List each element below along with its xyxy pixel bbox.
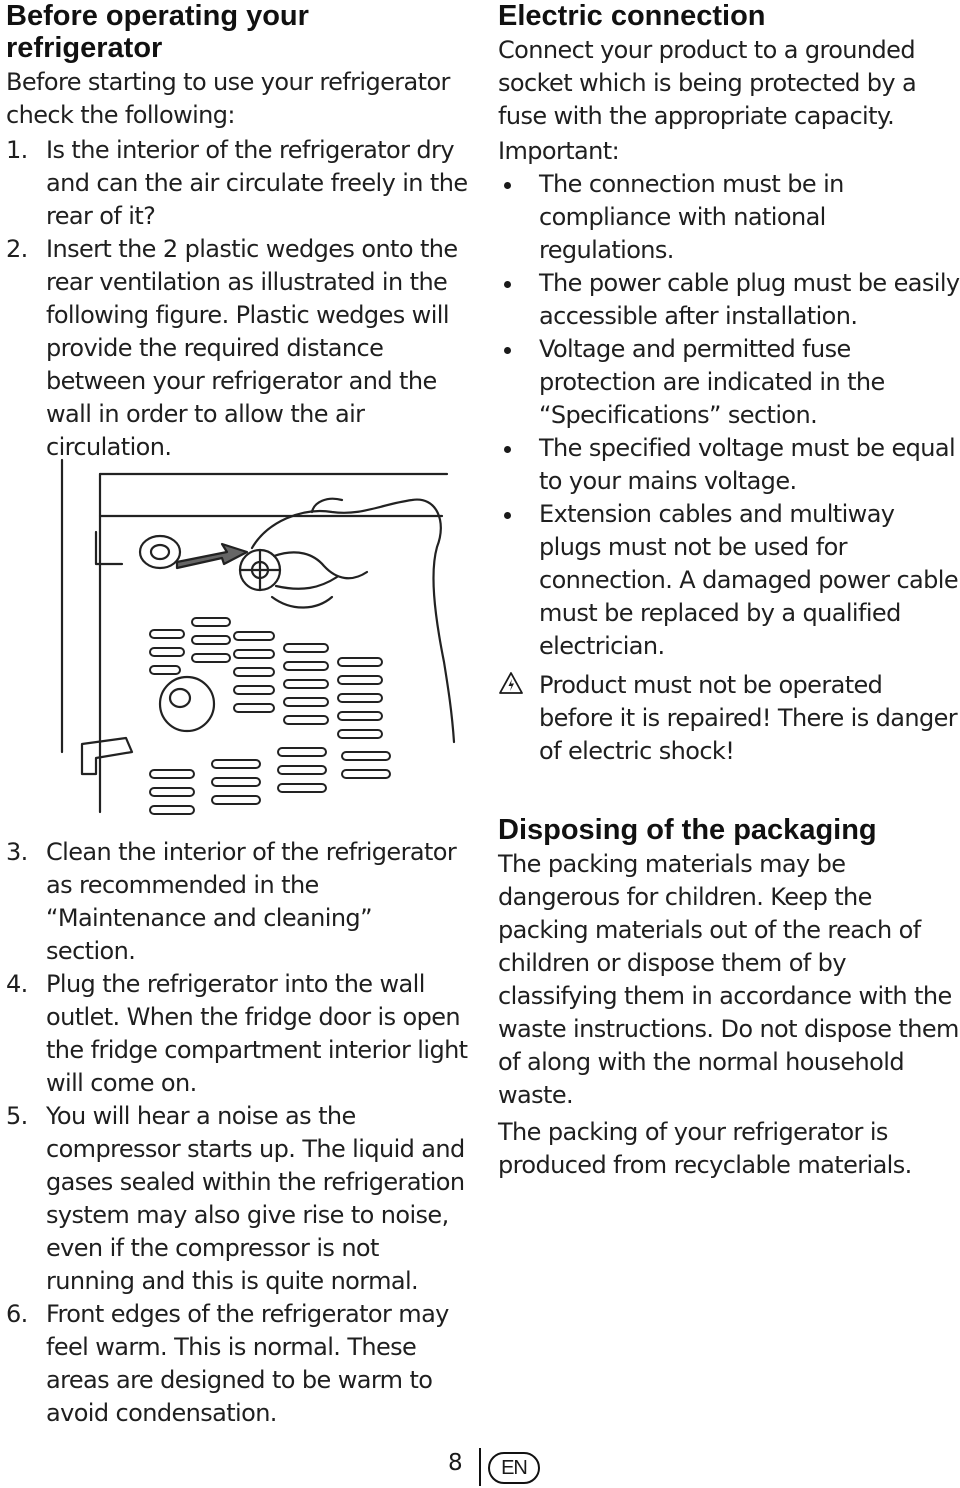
step-text: Front edges of the refrigerator may feel warm. This is normal. These areas are designed to be warm to avoid condensation.: [46, 1300, 449, 1427]
bullet-text: The specified voltage must be equal to your mains voltage.: [539, 434, 956, 495]
packaging-paragraph-1: The packing materials may be dangerous for children. Keep the packing materials out of the reach of children or dispose them of by classifying them in accordance with the waste instructions. Do not dispose them of along with the normal household waste.: [498, 850, 959, 1109]
wedge-figure-svg: [52, 452, 462, 840]
step-item: [6, 134, 468, 233]
bullet-text: Extension cables and multiway plugs must not be used for connection. A damaged power cable must be replaced by a qualified electrician.: [539, 500, 959, 660]
left-column-bottom: [6, 836, 468, 1430]
step-text: Clean the interior of the refrigerator as recommended in the “Maintenance and cleaning” section.: [46, 838, 457, 965]
step-text: You will hear a noise as the compressor starts up. The liquid and gases sealed within the refrigeration system may also give rise to noise, even if the compressor is not running and this is quite normal.: [46, 1102, 465, 1295]
language-badge: EN: [488, 1452, 540, 1484]
bullet-item: [498, 432, 960, 498]
steps-list-bottom: [6, 836, 468, 1430]
electric-warning: [498, 669, 960, 768]
left-column: [6, 0, 468, 464]
packaging-paragraph-2: The packing of your refrigerator is produced from recyclable materials.: [498, 1118, 912, 1179]
bullet-dot: [504, 512, 511, 519]
step-item: [6, 1100, 468, 1298]
bullet-item: [498, 498, 960, 663]
bullet-dot: [504, 281, 511, 288]
page-number: 8: [448, 1450, 463, 1476]
right-column: [498, 0, 960, 1182]
section-title-before-operating: Before operating your refrigerator: [6, 0, 309, 64]
important-label: Important:: [498, 137, 620, 165]
step-text: Is the interior of the refrigerator dry and can the air circulate freely in the rear of it?: [46, 136, 468, 230]
step-number: 1.: [6, 136, 28, 164]
bullet-item: [498, 267, 960, 333]
electric-bullets: [498, 168, 960, 663]
step-number: 3.: [6, 838, 28, 866]
bullet-text: The connection must be in compliance with national regulations.: [539, 170, 844, 264]
steps-list-top: [6, 134, 468, 464]
step-number: 6.: [6, 1300, 28, 1328]
step-text: Insert the 2 plastic wedges onto the rear ventilation as illustrated in the following figure. Plastic wedges will provide the required distance between your refrigerator and the wall in order to allow the air circulation.: [46, 235, 458, 461]
bullet-item: [498, 333, 960, 432]
step-number: 5.: [6, 1102, 28, 1130]
bullet-item: [498, 168, 960, 267]
bullet-dot: [504, 446, 511, 453]
footer-divider: [479, 1448, 481, 1486]
step-item: [6, 968, 468, 1100]
step-number: 4.: [6, 970, 28, 998]
step-text: Plug the refrigerator into the wall outlet. When the fridge door is open the fridge compartment interior light will come on.: [46, 970, 468, 1097]
step-item: [6, 836, 468, 968]
step-item: [6, 1298, 468, 1430]
warning-text: Product must not be operated before it is repaired! There is danger of electric shock!: [539, 671, 958, 765]
section-title-electric-connection: Electric connection: [498, 0, 766, 32]
step-item: [6, 233, 468, 464]
bullet-dot: [504, 182, 511, 189]
electric-warning-icon: [498, 671, 524, 695]
electric-intro: Connect your product to a grounded socket which is being protected by a fuse with the appropriate capacity.: [498, 36, 917, 130]
bullet-text: The power cable plug must be easily accessible after installation.: [539, 269, 960, 330]
wedge-installation-illustration: [52, 452, 462, 840]
before-operating-intro: Before starting to use your refrigerator check the following:: [6, 68, 450, 129]
step-number: 2.: [6, 235, 28, 263]
section-title-disposing-packaging: Disposing of the packaging: [498, 814, 877, 846]
bullet-dot: [504, 347, 511, 354]
bullet-text: Voltage and permitted fuse protection are indicated in the “Specifications” section.: [539, 335, 885, 429]
